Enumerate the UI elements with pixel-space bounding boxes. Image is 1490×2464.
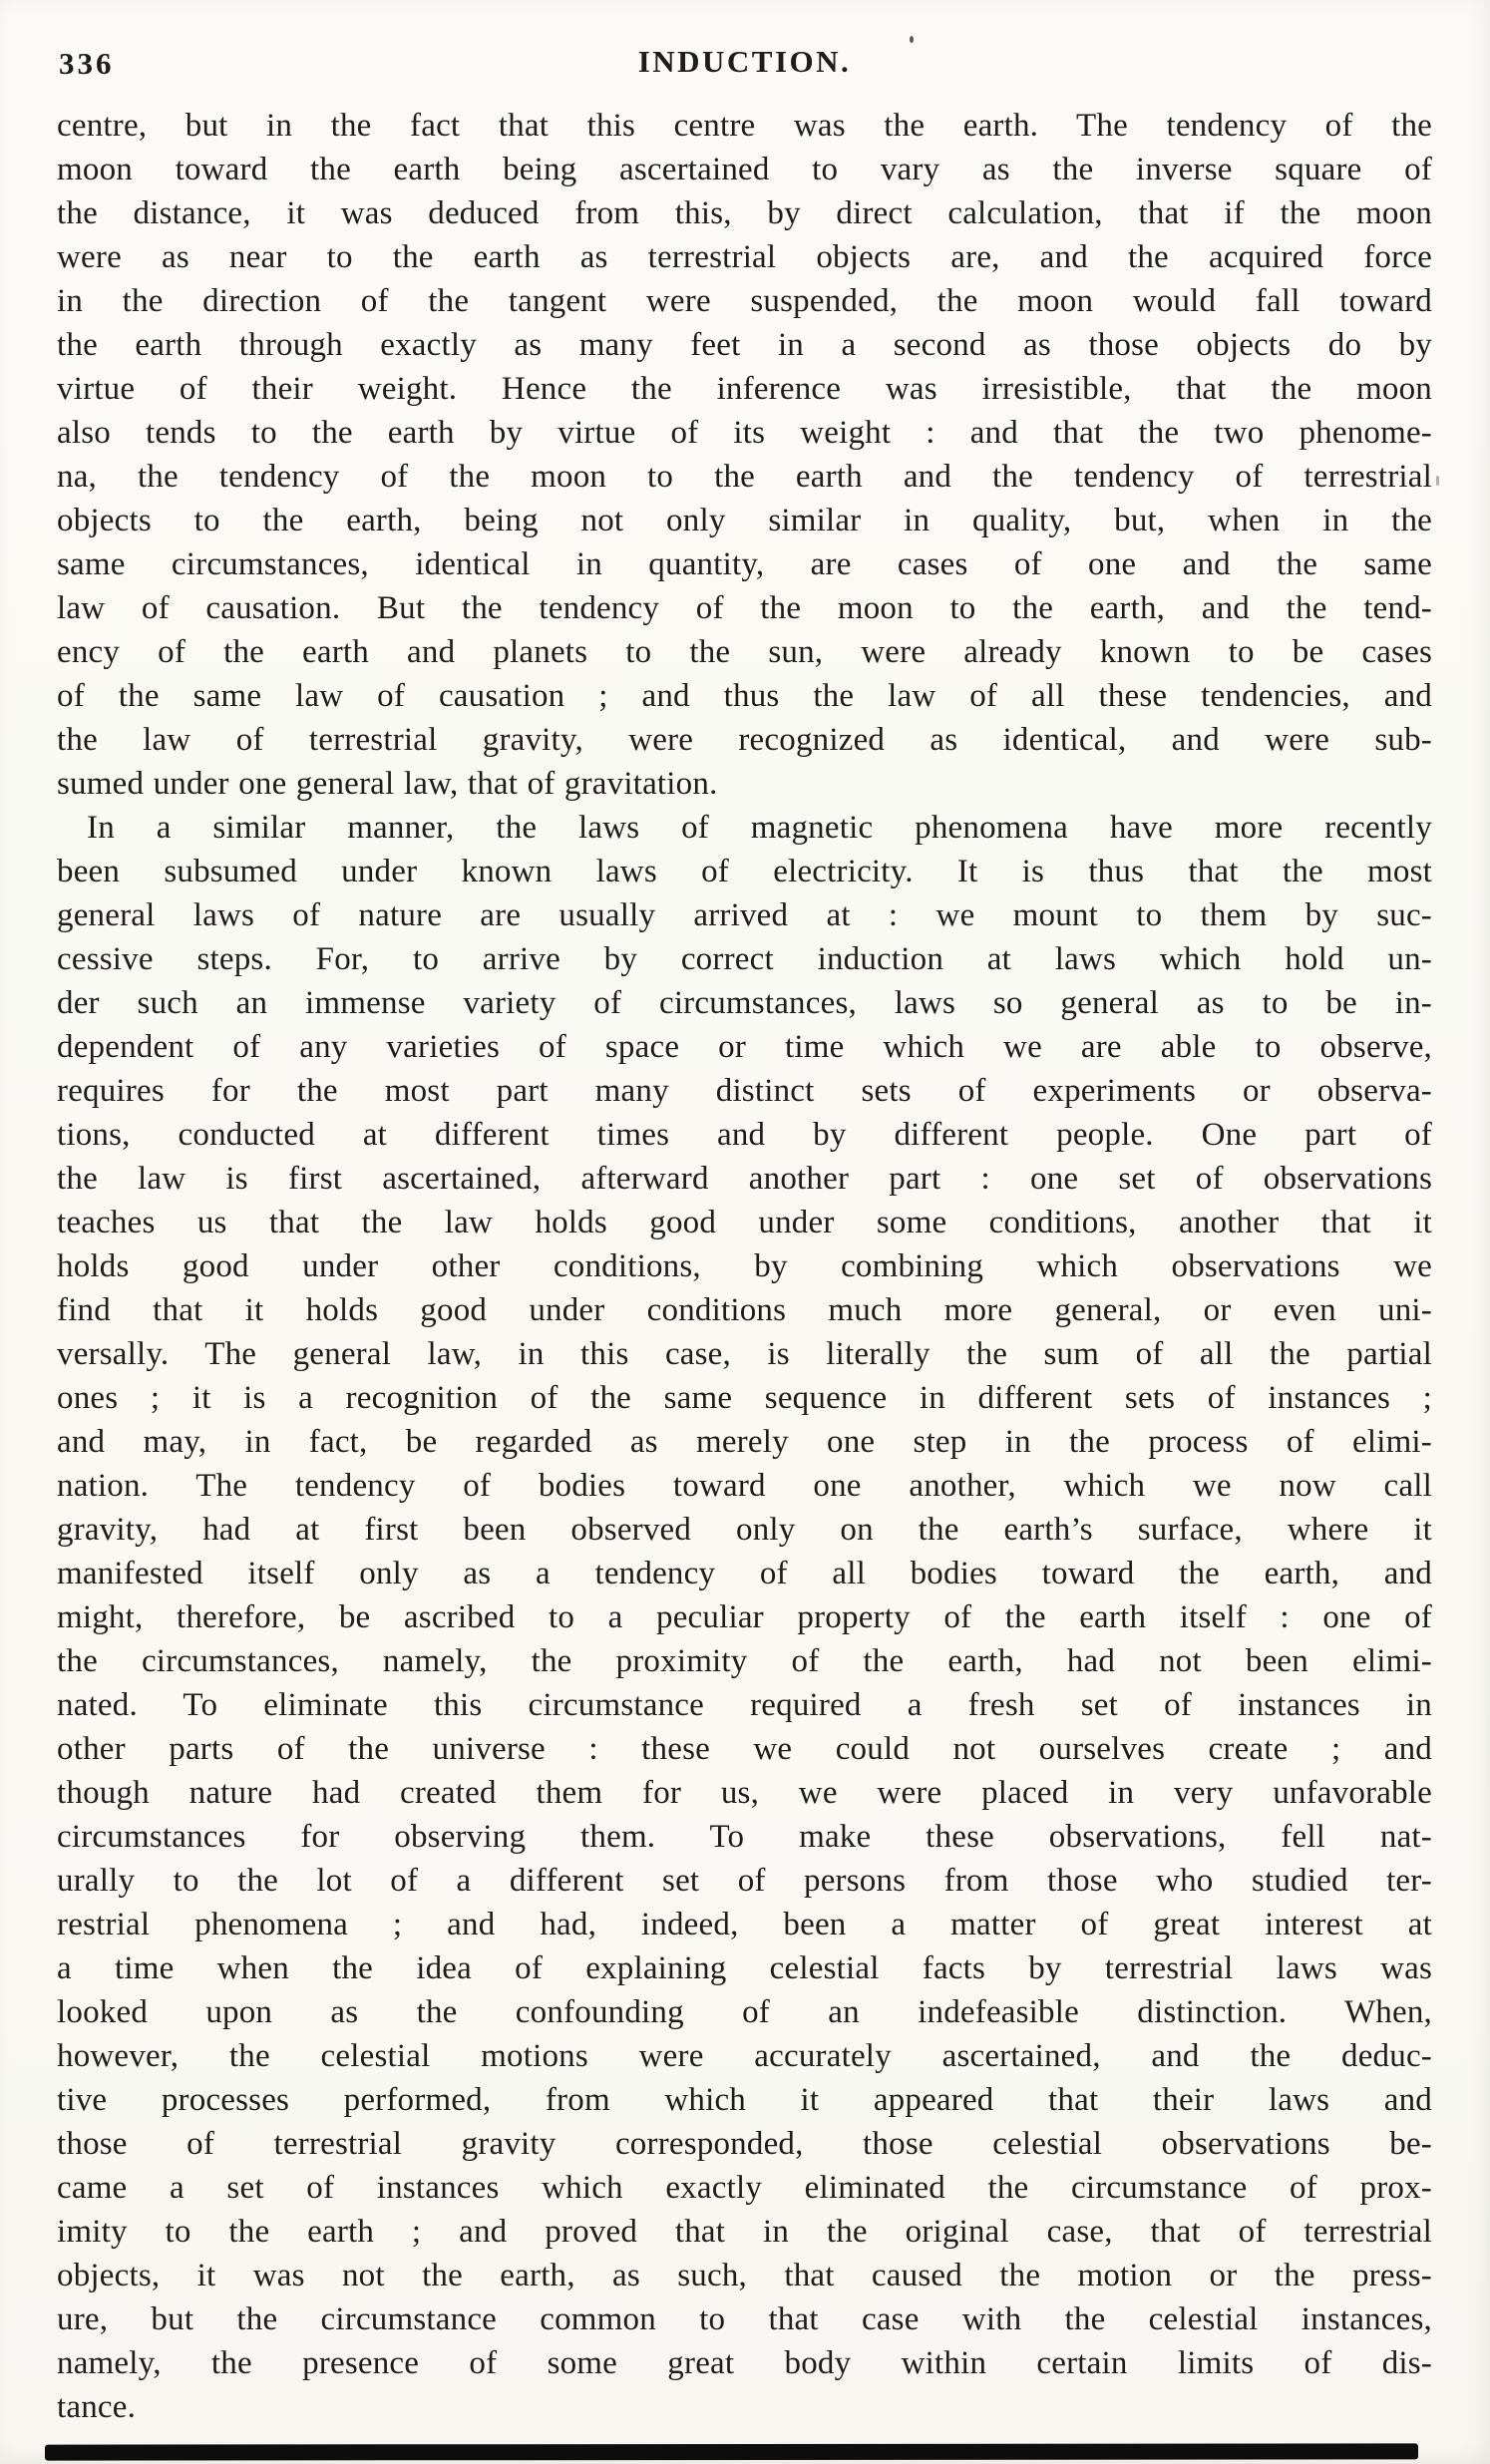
text-line: virtue of their weight. Hence the inference was irresistible, that the moon <box>57 371 1432 407</box>
scan-speck <box>910 36 914 43</box>
text-line: circumstances for observing them. To make these observations, fell nat- <box>57 1819 1432 1855</box>
text-line: ency of the earth and planets to the sun, were already known to be cases <box>57 634 1432 670</box>
text-line: ones ; it is a recognition of the same sequence in different sets of instances ; <box>57 1380 1432 1416</box>
text-line: the law of terrestrial gravity, were recognized as identical, and were sub- <box>57 722 1432 758</box>
scan-artifact-bar <box>45 2443 1418 2460</box>
text-line: looked upon as the confounding of an indefeasible distinction. When, <box>57 1994 1432 2030</box>
text-line: holds good under other conditions, by combining which observations we <box>57 1248 1432 1284</box>
body-text <box>57 104 1432 2429</box>
scan-speck <box>1436 476 1439 486</box>
text-line: In a similar manner, the laws of magnetic phenomena have more recently <box>87 810 1432 846</box>
text-line: general laws of nature are usually arrived at : we mount to them by suc- <box>57 897 1432 933</box>
text-line: manifested itself only as a tendency of all bodies toward the earth, and <box>57 1556 1432 1591</box>
text-line: also tends to the earth by virtue of its weight : and that the two phenome- <box>57 415 1432 451</box>
text-line: tance. <box>57 2389 137 2425</box>
text-line: were as near to the earth as terrestrial objects are, and the acquired force <box>57 239 1432 275</box>
text-line: ure, but the circumstance common to that case with the celestial instances, <box>57 2301 1432 2337</box>
text-line: law of causation. But the tendency of the moon to the earth, and the tend- <box>57 590 1432 626</box>
text-line: namely, the presence of some great body within certain limits of dis- <box>57 2345 1432 2381</box>
text-line: however, the celestial motions were accurately ascertained, and the deduc- <box>57 2038 1432 2074</box>
page-title: INDUCTION. <box>637 44 852 79</box>
text-line: objects, it was not the earth, as such, that caused the motion or the press- <box>57 2258 1432 2293</box>
text-line: nated. To eliminate this circumstance required a fresh set of instances in <box>57 1687 1432 1723</box>
text-line: centre, but in the fact that this centre was the earth. The tendency of the <box>57 108 1432 144</box>
text-line: na, the tendency of the moon to the earth and the tendency of terrestrial <box>57 459 1432 495</box>
text-line: those of terrestrial gravity corresponded, those celestial observations be- <box>57 2126 1432 2162</box>
paragraph <box>57 104 1432 806</box>
text-line: restrial phenomena ; and had, indeed, been a matter of great interest at <box>57 1907 1432 1942</box>
text-line: imity to the earth ; and proved that in the original case, that of terrestrial <box>57 2214 1432 2250</box>
running-header <box>57 44 1432 88</box>
text-line: the earth through exactly as many feet in a second as those objects do by <box>57 327 1432 363</box>
text-line: der such an immense variety of circumstances, laws so general as to be in- <box>57 985 1432 1021</box>
text-line: the distance, it was deduced from this, by direct calculation, that if the moon <box>57 195 1432 231</box>
text-line: might, therefore, be ascribed to a peculiar property of the earth itself : one of <box>57 1599 1432 1635</box>
text-line: been subsumed under known laws of electricity. It is thus that the most <box>57 854 1432 889</box>
text-line: tions, conducted at different times and by different people. One part of <box>57 1117 1432 1153</box>
text-line: gravity, had at first been observed only on the earth’s surface, where it <box>57 1512 1432 1548</box>
text-line: urally to the lot of a different set of persons from those who studied ter- <box>57 1863 1432 1899</box>
text-line: the law is first ascertained, afterward another part : one set of observations <box>57 1161 1432 1197</box>
text-line: find that it holds good under conditions much more general, or even uni- <box>57 1292 1432 1328</box>
paragraph <box>57 806 1432 2429</box>
text-line: and may, in fact, be regarded as merely one step in the process of elimi- <box>57 1424 1432 1460</box>
text-line: sumed under one general law, that of gravitation. <box>57 766 718 802</box>
text-line: nation. The tendency of bodies toward one another, which we now call <box>57 1468 1432 1504</box>
text-line: dependent of any varieties of space or time which we are able to observe, <box>57 1029 1432 1065</box>
text-line: cessive steps. For, to arrive by correct induction at laws which hold un- <box>57 941 1432 977</box>
text-line: versally. The general law, in this case, is literally the sum of all the partial <box>57 1336 1432 1372</box>
text-line: other parts of the universe : these we could not ourselves create ; and <box>57 1731 1432 1767</box>
text-line: objects to the earth, being not only similar in quality, but, when in the <box>57 503 1432 538</box>
text-line: moon toward the earth being ascertained to vary as the inverse square of <box>57 152 1432 187</box>
text-line: requires for the most part many distinct sets of experiments or observa- <box>57 1073 1432 1109</box>
page-number: 336 <box>59 46 115 81</box>
text-line: the circumstances, namely, the proximity of the earth, had not been elimi- <box>57 1643 1432 1679</box>
text-line: came a set of instances which exactly eliminated the circumstance of prox- <box>57 2170 1432 2206</box>
text-line: teaches us that the law holds good under some conditions, another that it <box>57 1205 1432 1240</box>
text-line: a time when the idea of explaining celestial facts by terrestrial laws was <box>57 1950 1432 1986</box>
text-line: though nature had created them for us, we were placed in very unfavorable <box>57 1775 1432 1811</box>
text-line: same circumstances, identical in quantity, are cases of one and the same <box>57 546 1432 582</box>
text-line: tive processes performed, from which it appeared that their laws and <box>57 2082 1432 2118</box>
text-line: of the same law of causation ; and thus the law of all these tendencies, and <box>57 678 1432 714</box>
text-line: in the direction of the tangent were suspended, the moon would fall toward <box>57 283 1432 319</box>
